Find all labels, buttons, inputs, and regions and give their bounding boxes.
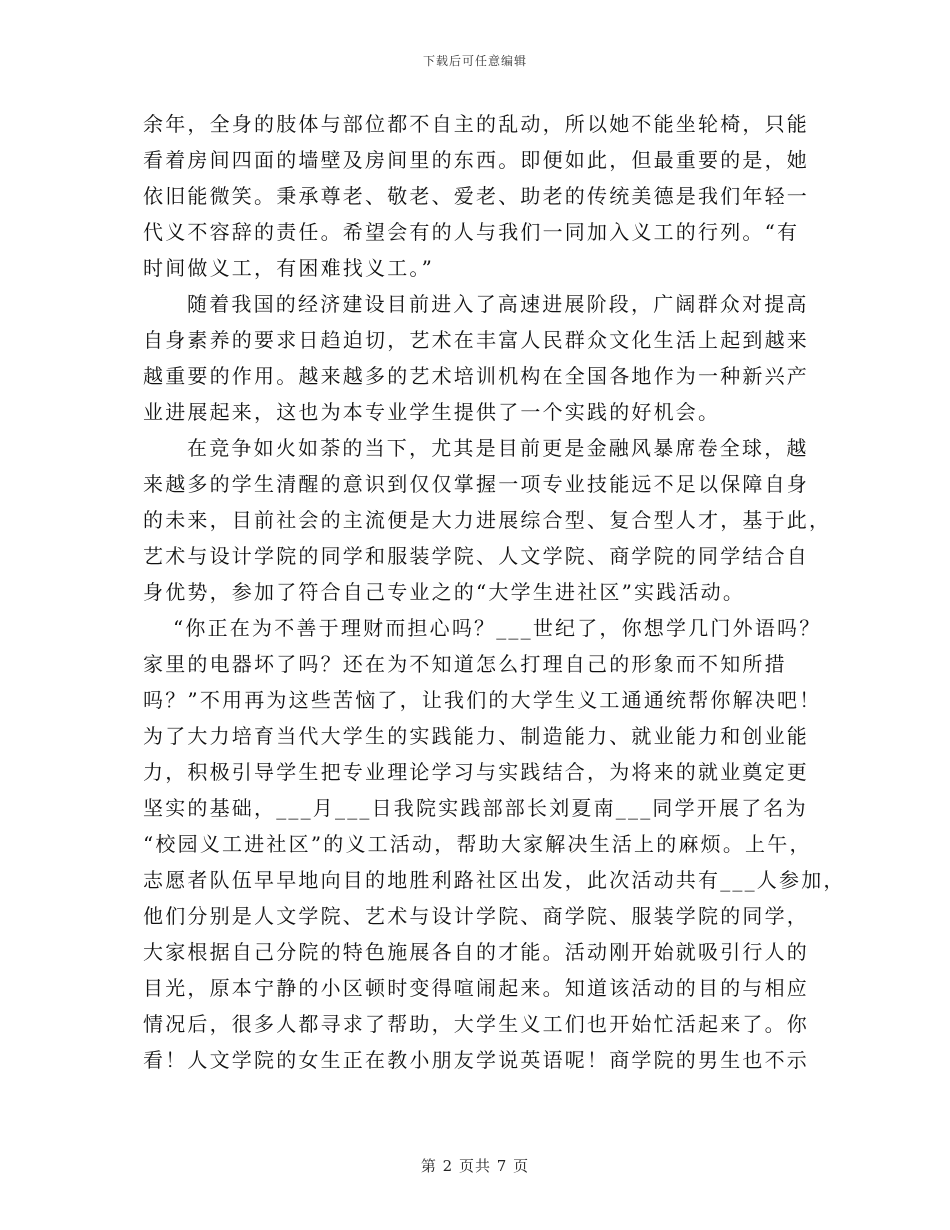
text-line: 目光，原本宁静的小区顿时变得喧闹起来。知道该活动的目的与相应: [143, 976, 809, 1000]
text-line: 坚实的基础，___月___日我院实践部部长刘夏南___同学开展了名为: [143, 796, 808, 820]
text-line: 他们分别是人文学院、艺术与设计学院、商学院、服装学院的同学，: [143, 904, 809, 928]
text-line: “校园义工进社区”的义工活动，帮助大家解决生活上的麻烦。上午，: [143, 832, 812, 856]
text-line: 艺术与设计学院的同学和服装学院、人文学院、商学院的同学结合自: [143, 544, 809, 568]
text-line: 依旧能微笑。秉承尊老、敬老、爱老、助老的传统美德是我们年轻一: [143, 184, 809, 208]
text-line: 越重要的作用。越来越多的艺术培训机构在全国各地作为一种新兴产: [143, 364, 809, 388]
text-line: 的未来，目前社会的主流便是大力进展综合型、复合型人才，基于此，: [143, 508, 832, 532]
text-line: 看着房间四面的墙壁及房间里的东西。即便如此，但最重要的是，她: [143, 148, 809, 172]
text-line: 吗？”不用再为这些苦恼了，让我们的大学生义工通通统帮你解决吧！: [143, 688, 822, 712]
text-line: 志愿者队伍早早地向目的地胜利路社区出发，此次活动共有___人参加，: [143, 868, 846, 892]
paragraph-start-line: “你正在为不善于理财而担心吗？___世纪了，你想学几门外语吗？: [173, 616, 822, 640]
text-line: 时间做义工，有困难找义工。”: [143, 256, 435, 280]
paragraph-start-line: 随着我国的经济建设目前进入了高速进展阶段，广阔群众对提高: [187, 292, 809, 316]
text-line: 情况后，很多人都寻求了帮助，大学生义工们也开始忙活起来了。你: [143, 1012, 809, 1036]
page-header: 下载后可任意编辑: [422, 54, 527, 68]
text-line: 余年，全身的肢体与部位都不自主的乱动，所以她不能坐轮椅，只能: [143, 112, 809, 136]
text-line: 大家根据自己分院的特色施展各自的才能。活动刚开始就吸引行人的: [143, 940, 809, 964]
text-line: 自身素养的要求日趋迫切，艺术在丰富人民群众文化生活上起到越来: [143, 328, 809, 352]
text-line: 家里的电器坏了吗？还在为不知道怎么打理自己的形象而不知所措: [143, 652, 787, 676]
text-line: 为了大力培育当代大学生的实践能力、制造能力、就业能力和创业能: [143, 724, 809, 748]
page-number-footer: 第 2 页共 7 页: [420, 1157, 530, 1175]
text-line: 代义不容辞的责任。希望会有的人与我们一同加入义工的行列。“有: [143, 220, 800, 244]
document-body: [143, 106, 846, 1078]
text-line: 力，积极引导学生把专业理论学习与实践结合，为将来的就业奠定更: [143, 760, 809, 784]
paragraph-start-line: 在竞争如火如荼的当下，尤其是目前更是金融风暴席卷全球，越: [187, 436, 809, 460]
text-line: 看！人文学院的女生正在教小朋友学说英语呢！商学院的男生也不示: [143, 1048, 809, 1072]
text-line: 身优势，参加了符合自己专业之的“大学生进社区”实践活动。: [143, 580, 746, 604]
text-line: 来越多的学生清醒的意识到仅仅掌握一项专业技能远不足以保障自身: [143, 472, 809, 496]
text-line: 业进展起来，这也为本专业学生提供了一个实践的好机会。: [143, 400, 721, 424]
